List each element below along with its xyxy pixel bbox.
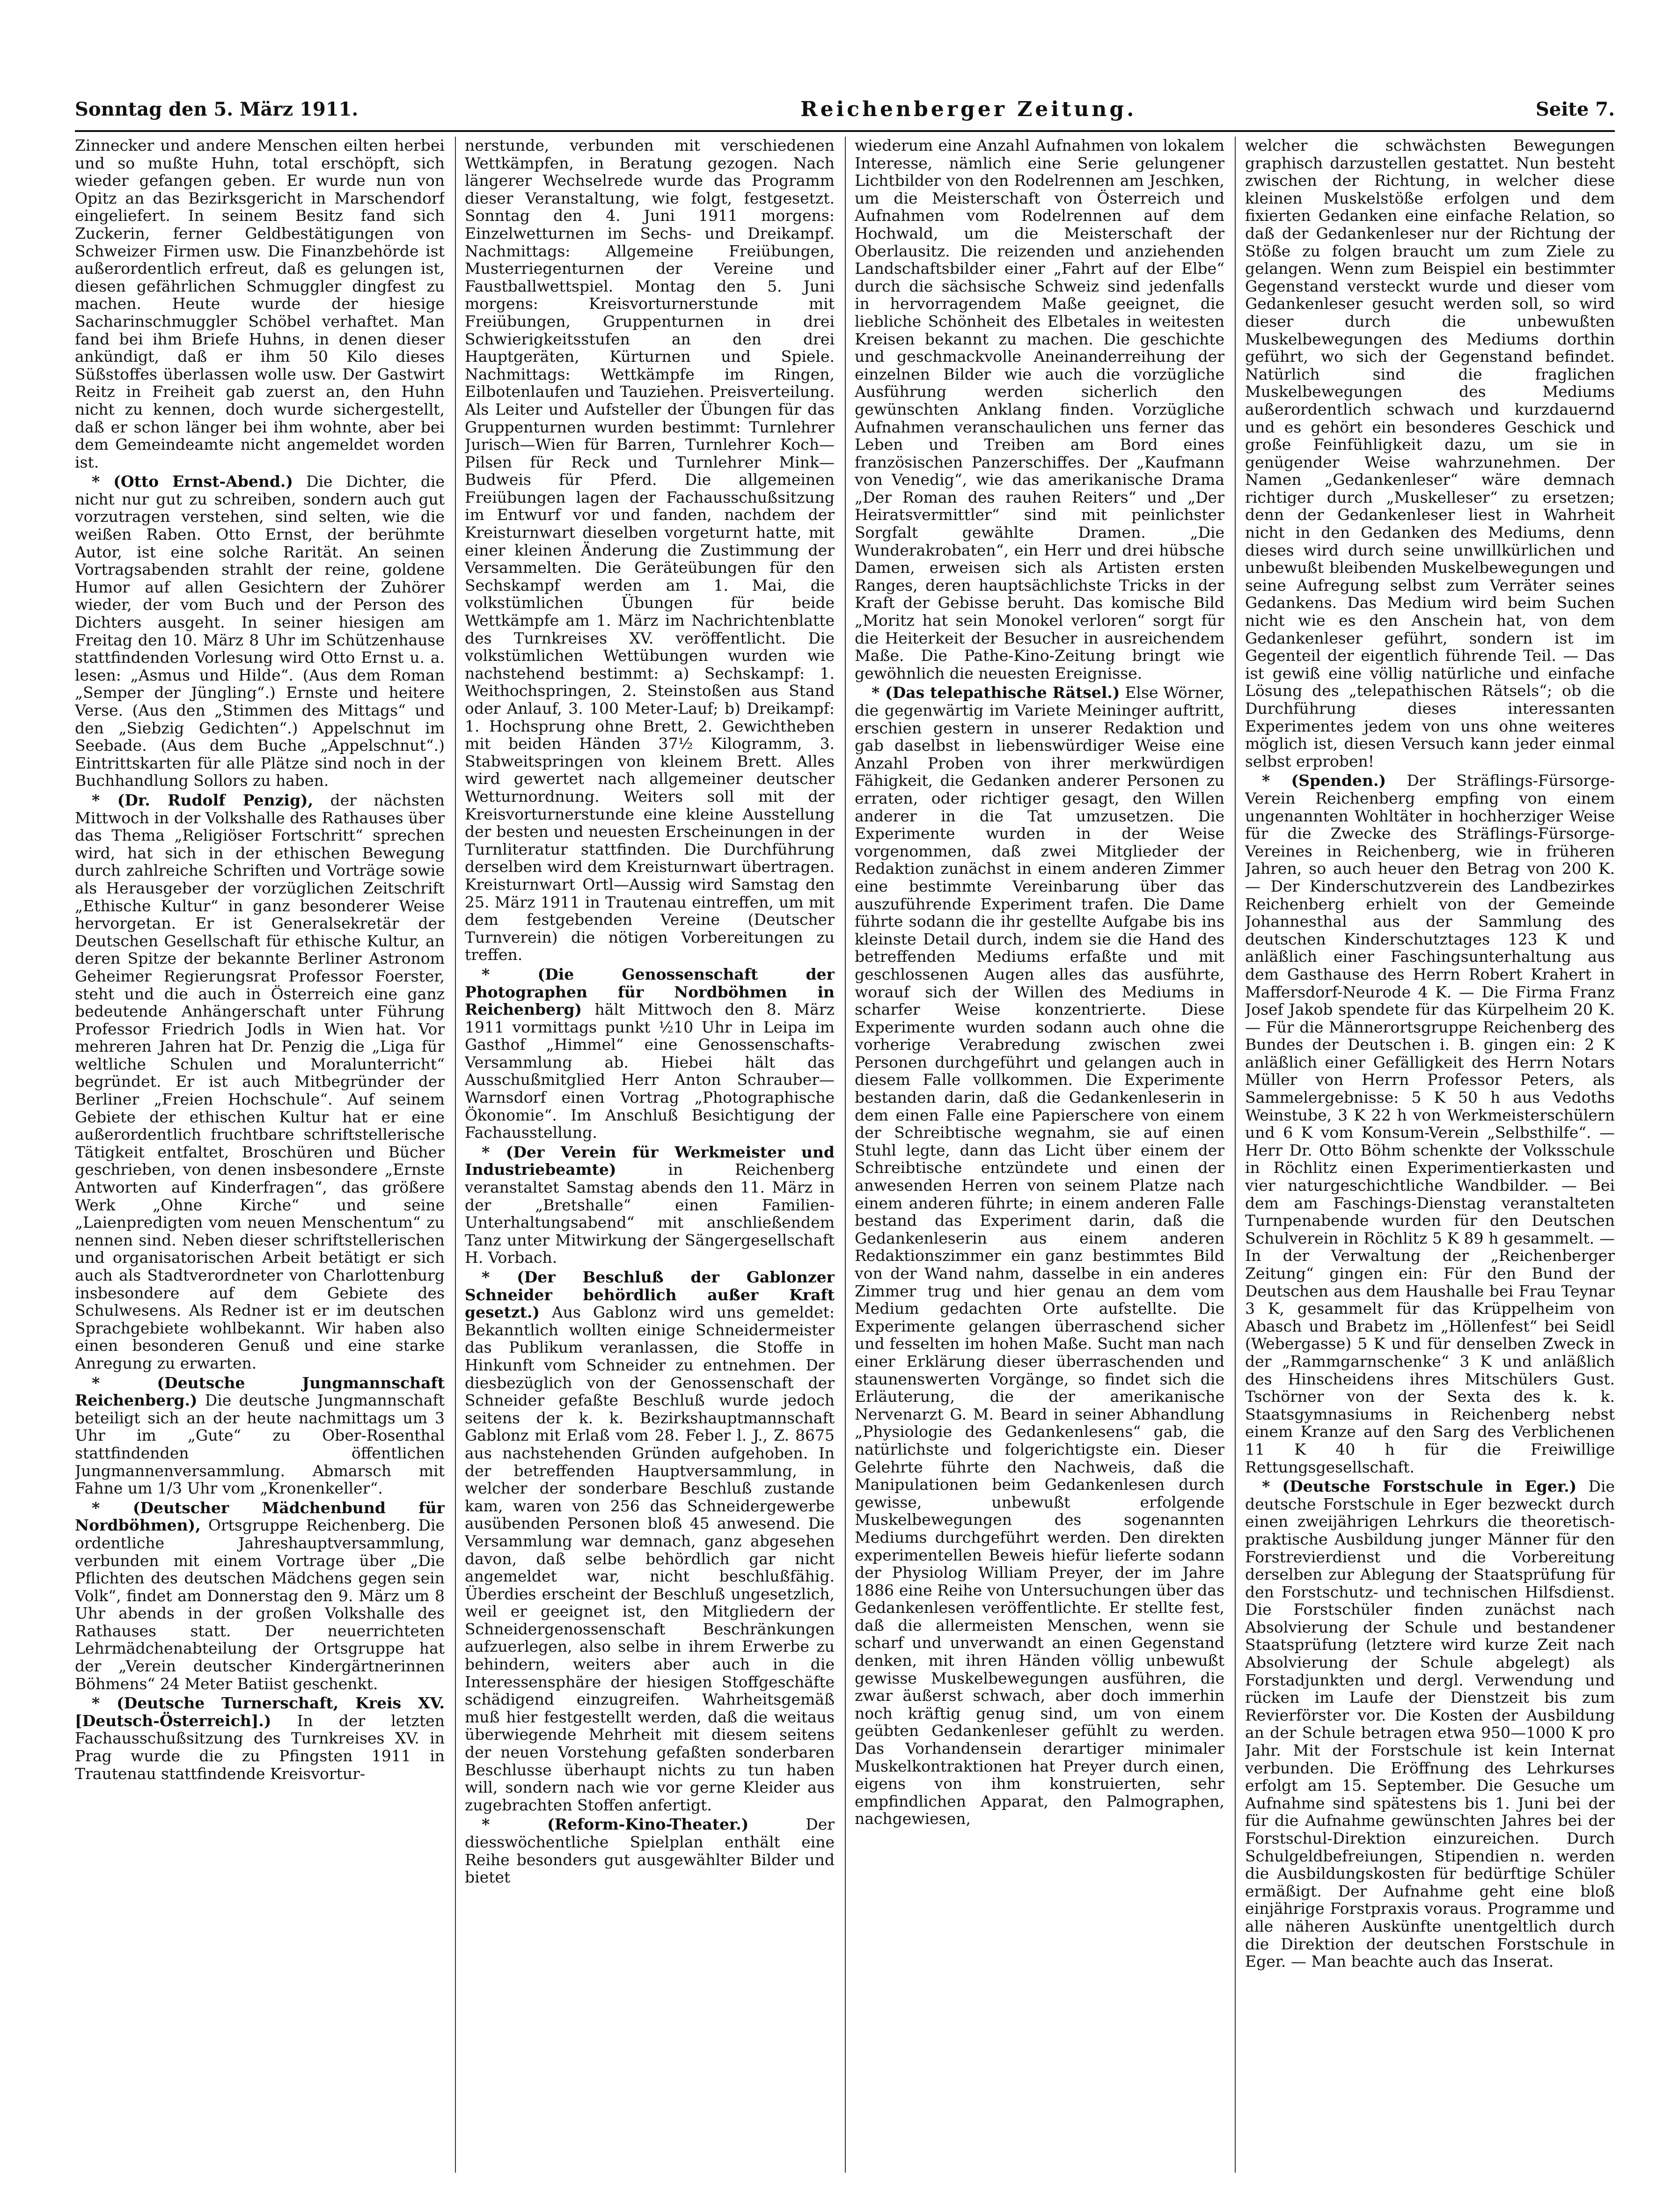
- issue-date: Sonntag den 5. März 1911.: [75, 98, 359, 120]
- article-heading: * (Der Beschluß der Gablonzer Schneider behördlich außer Kraft gesetzt.): [465, 1268, 835, 1322]
- column-1: [75, 137, 445, 2177]
- article-item: [465, 966, 835, 1142]
- column-2: [465, 137, 835, 2177]
- article-text: nerstunde, verbunden mit verschiedenen Wettkämpfen, in Beratung gezogen. Nach längerer Wechselrede wurde das Programm dieser Veranstaltung, wie folgt, festgesetzt. Sonntag den 4. Juni 1911 morgens: Einzelwetturnen im Sechs- und Dreikampf. Nachmittags: Allgemeine Freiübungen, Musterriegenturnen der Vereine und Faustballwettspiel. Montag den 5. Juni morgens: Kreisvorturnerstunde mit Freiübungen, Gruppenturnen in drei Schwierigkeitsstufen an den drei Hauptgeräten, Kürturnen und Spiele. Nachmittags: Wettkämpfe im Ringen, Eilbotenlaufen und Tauziehen. Preisverteilung. Als Leiter und Aufsteller der Übungen für das Gruppenturnen wurden bestimmt: Turnlehrer Jurisch—Wien für Barren, Turnlehrer Koch—Pilsen für Reck und Turnlehrer Mink—Budweis für Pferd. Die allgemeinen Freiübungen lagen der Fachausschußsitzung im Entwurf vor und fanden, nachdem der Kreisturnwart dieselben vorgeturnt hatte, mit einer kleinen Änderung die Zustimmung der Versammelten. Die Geräteübungen für den Sechskampf werden am 1. Mai, die volkstümlichen Übungen für beide Wettkämpfe am 1. März im Nachrichtenblatte des Turnkreises XV. veröffentlicht. Die volkstümlichen Wettübungen wurden wie nachstehend bestimmt: a) Sechskampf: 1. Weithochspringen, 2. Steinstoßen aus Stand oder Anlauf, 3. 100 Meter-Lauf; b) Dreikampf: 1. Hochsprung ohne Brett, 2. Gewichtheben mit beiden Händen 37½ Kilogramm, 3. Stabweitspringen von kleinem Brett. Alles wird gewertet nach allgemeiner deutscher Wetturnordnung. Weiters soll mit der Kreisvorturnerstunde eine kleine Ausstellung der besten und neuesten Erscheinungen in der Turnliteratur stattfinden. Die Durchführung derselben wird dem Kreisturnwart übertragen. Kreisturnwart Ortl—Aussig wird Samstag den 25. März 1911 in Trautenau eintreffen, um mit dem festgebenden Vereine (Deutscher Turnverein) die nötigen Vorbereitungen zu treffen.: [465, 137, 835, 964]
- column-4: [1245, 137, 1615, 2177]
- article-text: Ortsgruppe Reichenberg. Die ordentliche Jahreshauptversammlung, verbunden mit einem Vortrage über „Die Pflichten des deutschen Mädchens gegen sein Volk“, findet am Donnerstag den 9. März um 8 Uhr abends in der großen Volkshalle des Rathauses statt. Der neuerrichteten Lehrmädchenabteilung der Ortsgruppe hat der „Verein deutscher Kindergärtnerinnen Böhmens“ 24 Meter Batiist geschenkt.: [75, 1516, 445, 1693]
- article-text: Die Dichter, die nicht nur gut zu schreiben, sondern auch gut vorzutragen verstehen, sind selten, wie die weißen Raben. Otto Ernst, der berühmte Autor, ist eine solche Rarität. An seinen Vortragsabenden strahlt der reine, goldene Humor auf allen Gesichtern der Zuhörer wieder, der vom Buch und der Person des Dichters ausgeht. In seiner hiesigen am Freitag den 10. März 8 Uhr im Schützenhause stattfindenden Vorlesung wird Otto Ernst u. a. lesen: „Asmus und Hilde“. (Aus dem Roman „Semper der Jüngling“.) Ernste und heitere Verse. (Aus den „Stimmen des Mittags“ und den „Siebzig Gedichten“.) Appelschnut im Seebade. (Aus dem Buche „Appelschnut“.) Eintrittskarten für alle Plätze sind noch in der Buchhandlung Sollors zu haben.: [75, 472, 445, 790]
- header-rule: [75, 130, 1615, 132]
- article-text: Der diesswöchentliche Spielplan enthält eine Reihe besonders gut ausgewählter Bilder und bietet: [465, 1815, 835, 1887]
- newspaper-page: [75, 94, 1615, 2176]
- article-text: in Reichenberg veranstaltet Samstag abends den 11. März in der „Bretshalle“ einen Familien-Unterhaltungsabend“ mit anschließendem Tanz unter Mitwirkung der Sängergesellschaft H. Vorbach.: [465, 1160, 835, 1267]
- article-item: [75, 1499, 445, 1693]
- article-heading: * (Der Verein für Werkmeister und Industriebeamte): [465, 1143, 835, 1179]
- article-text: hält Mittwoch den 8. März 1911 vormittags punkt ½10 Uhr in Leipa im Gasthof „Himmel“ eine Genossenschafts-Versammlung ab. Hiebei hält das Ausschußmitglied Herr Anton Schrauber—Warnsdorf einen Vortrag „Photographische Ökonomie“. Im Anschluß Besichtigung der Fachausstellung.: [465, 1000, 835, 1142]
- article-text: wiederum eine Anzahl Aufnahmen von lokalem Interesse, nämlich eine Serie gelungener Lichtbilder von den Rodelrennen am Jeschken, um die Meisterschaft von Österreich und Aufnahmen vom Rodelrennen auf dem Hochwald, um die Meisterschaft der Oberlausitz. Die reizenden und anziehenden Landschaftsbilder einer „Fahrt auf der Elbe“ durch die sächsische Schweiz sind jedenfalls in hervorragendem Maße geeignet, die liebliche Schönheit des Elbetales in weitesten Kreisen bekannt zu machen. Die geschichte und geschmackvolle Aneinanderreihung der einzelnen Bilder wie auch die vorzügliche Ausführung werden sicherlich den gewünschten Anklang finden. Vorzügliche Aufnahmen veranschaulichen uns ferner das Leben und Treiben am Bord eines französischen Panzerschiffes. Der „Kaufmann von Venedig“, wie das amerikanische Drama „Der Roman des rauhen Reiters“ und „Der Heiratsvermittler“ sind mit peinlichster Sorgfalt gewählte Dramen. „Die Wunderakrobaten“, ein Herr und drei hübsche Damen, erweisen sich als Artisten ersten Ranges, deren hauptsächlichste Tricks in der Kraft der Gebisse beruht. Das komische Bild „Moritz hat sein Monokel verloren“ sorgt für die Heiterkeit der Besucher in ausreichendem Maße. Die Pathe-Kino-Zeitung bringt wie gewöhnlich die neuesten Ereignisse.: [855, 137, 1224, 682]
- article-text: Aus Gablonz wird uns gemeldet: Bekanntlich wollten einige Schneidermeister das Publikum veranlassen, die Stoffe in Hinkunft vom Schneider zu entnehmen. Der diesbezüglich von der Genossenschaft der Schneider gefaßte Beschluß wurde jedoch seitens der k. k. Bezirkshauptmannschaft Gablonz mit Erlaß vom 28. Feber l. J., Z. 8675 aus nachstehenden Gründen aufgehoben. In der betreffenden Hauptversammlung, in welcher der sonderbare Beschluß zustande kam, waren von 256 das Schneidergewerbe ausübenden Personen bloß 45 anwesend. Die Versammlung war demnach, ganz abgesehen davon, daß selbe behördlich gar nicht angemeldet war, nicht beschlußfähig. Überdies erscheint der Beschluß ungesetzlich, weil er geeignet ist, den Mitgliedern der Schneidergenossenschaft Beschränkungen aufzuerlegen, also selbe in ihrem Erwerbe zu behindern, weiters aber auch in die Interessensphäre der hiesigen Stoffgeschäfte schädigend einzugreifen. Wahrheitsgemäß muß hier festgestellt werden, daß die weitaus überwiegende Mehrheit mit diesem seitens der neuen Vorstehung gefaßten sonderbaren Beschlusse überhaupt nichts zu tun haben will, sondern nach wie vor gerne Kleider aus zugebrachten Stoffen anfertigt.: [465, 1303, 835, 1814]
- article-item: [75, 1694, 445, 1782]
- article-text: In der letzten Fachausschußsitzung des Turnkreises XV. in Prag wurde die zu Pfingsten 1911 in Trautenau stattfindende Kreisvortur-: [75, 1711, 445, 1783]
- article-text: Der Sträflings-Fürsorge-Verein Reichenberg empfing von einem ungenannten Wohltäter in hochherziger Weise für die Zwecke des Sträflings-Fürsorge-Vereines in Reichenberg, wie in früheren Jahren, so auch heuer den Betrag von 200 K. — Der Kinderschutzverein des Landbezirkes Reichenberg erhielt von der Gemeinde Johannesthal aus der Sammlung des deutschen Kinderschutztages 123 K und anläßlich einer Faschingsunterhaltung aus dem Gasthause des Herrn Robert Krahert in Maffersdorf-Neurode 4 K. — Die Firma Franz Josef Jakob spendete für das Kürpelheim 20 K. — Für die Männerortsgruppe Reichenberg des Bundes der Deutschen i. B. gingen ein: 2 K anläßlich einer Gefälligkeit des Herrn Notars Müller von Herrn Professor Peters, als Sammelergebnisse: 5 K 50 h aus Vedoths Weinstube, 3 K 22 h von Werkmeisterschülern und 6 K vom Konsum-Verein „Selbsthilfe“. — Herr Dr. Otto Böhm schenkte der Volksschule in Röchlitz einen Experimentierkasten und vier naturgeschichtliche Wandbilder. — Bei dem am Faschings-Dienstag veranstalteten Turnpenabende wurden für den Deutschen Schulverein in Röchlitz 5 K 89 h gesammelt. — In der Verwaltung der „Reichenberger Zeitung“ gingen ein: Für den Bund der Deutschen aus dem Haushalle bei Frau Teynar 3 K, gesammelt für das Krüppelheim von Abasch und Brabetz im „Höllenfest“ bei Seidl (Webergasse) 5 K und für denselben Zweck in der „Rammgarnschenke“ 3 K und anläßlich des Hinscheidens ihres Mitschülers Gust. Tschörner von der Sexta des k. k. Staatsgymnasiums in Reichenberg nebst einem Kranze auf den Sarg des Verblichenen 11 K 40 h für die Freiwillige Rettungsgesellschaft.: [1245, 771, 1615, 1476]
- newspaper-title: Reichenberger Zeitung.: [800, 97, 1137, 121]
- article-heading: * (Spenden.): [1262, 771, 1386, 790]
- page-header: [75, 94, 1615, 131]
- article-heading: * (Das telepathische Rätsel.): [872, 683, 1120, 702]
- article-text: Zinnecker und andere Menschen eilten herbei und so mußte Huhn, total erschöpft, sich wieder gefangen geben. Er wurde nun von Opitz an das Bezirksgericht in Marschendorf eingeliefert. In seinem Besitz fand sich Zuckerin, ferner Geldbestätigungen von Schweizer Firmen usw. Die Finanzbehörde ist außerordentlich erfreut, daß es gelungen ist, diesen gefährlichen Schmuggler dingfest zu machen. Heute wurde der hiesige Sacharinschmuggler Schöbel verhaftet. Man fand bei ihm Briefe Huhns, in denen dieser ankündigt, daß er ihm 50 Kilo dieses Süßstoffes überlassen wolle usw. Der Gastwirt Reitz in Freiheit gab zuerst an, den Huhn nicht zu kennen, doch wurde sichergestellt, daß er schon länger bei ihm wohnte, aber bei dem Gemeindeamte nicht angemeldet worden ist.: [75, 137, 445, 471]
- article-item: [465, 1816, 835, 1886]
- article-text: Die deutsche Forstschule in Eger bezweckt durch einen zweijährigen Lehrkurs die theoretisch-praktische Ausbildung junger Männer für den Forstrevierdienst und die Vorbereitung derselben zur Ablegung der Staatsprüfung für den Forstschutz- und technischen Hilfsdienst. Die Forstschüler finden zunächst nach Absolvierung der Schule und bestandener Staatsprüfung (letztere wird kurze Zeit nach Absolvierung der Schule abgelegt) als Forstadjunkten und dergl. Verwendung und rücken im Laufe der Dienstzeit bis zum Revierförster vor. Die Kosten der Ausbildung an der Schule betragen etwa 950—1000 K pro Jahr. Mit der Forstschule ist kein Internat verbunden. Die Eröffnung des Lehrkurses erfolgt am 15. September. Die Gesuche um Aufnahme sind spätestens bis 1. Juni bei der für die Aufnahme gewünschten Jahres bei der Forstschul-Direktion einzureichen. Durch Schulgeldbefreiungen, Stipendien n. werden die Ausbildungskosten für bedürftige Schüler ermäßigt. Der Aufnahme geht eine bloß einjährige Forstpraxis voraus. Programme und alle näheren Auskünfte unentgeltlich durch die Direktion der deutschen Forstschule in Eger. — Man beachte auch das Inserat.: [1245, 1477, 1615, 1971]
- article-item: [75, 791, 445, 1372]
- article-item: [465, 1268, 835, 1814]
- article-item: [1245, 1478, 1615, 1970]
- article-heading: * (Reform-Kino-Theater.): [482, 1815, 749, 1834]
- article-text: der nächsten Mittwoch in der Volkshalle des Rathauses über das Thema „Religiöser Fortschritt“ sprechen wird, hat sich in der ethischen Bewegung durch zahlreiche Schriften und Vorträge sowie als Herausgeber der vorzüglichen Zeitschrift „Ethische Kultur“ in ganz besonderer Weise hervorgetan. Er ist Generalsekretär der Deutschen Gesellschaft für ethische Kultur, an deren Spitze der bekannte Berliner Astronom Geheimer Regierungsrat Professor Foerster, steht und die auch in Österreich eine ganz bedeutende Anhängerschaft unter Führung Professor Friedrich Jodls in Wien hat. Vor mehreren Jahren hat Dr. Penzig die „Liga für weltliche Schulen und Moralunterricht“ begründet. Er ist auch Mitbegründer der Berliner „Freien Hochschule“. Auf seinem Gebiete der ethischen Kultur hat er eine außerordentlich fruchtbare schriftstellerische Tätigkeit entfaltet, Broschüren und Bücher geschrieben, von denen insbesondere „Ernste Antworten auf Kinderfragen“, das größere Werk „Ohne Kirche“ und seine „Laienpredigten vom neuen Menschentum“ zu nennen sind. Neben dieser schriftstellerischen und organisatorischen Arbeit betätigt er sich auch als Stadtverordneter von Charlottenburg insbesondere auf dem Gebiete des Schulwesens. Als Redner ist er im deutschen Sprachgebiete wohlbekannt. Wir haben also einen besonderen Genuß und eine starke Anregung zu erwarten.: [75, 791, 445, 1372]
- page-number: Seite 7.: [1535, 98, 1615, 120]
- article-text: Die deutsche Jungmannschaft beteiligt sich an der heute nachmittags um 3 Uhr im „Gute“ zu Ober-Rosenthal stattfindenden öffentlichen Jungmannenversammlung. Abmarsch mit Fahne um 1/3 Uhr vom „Kronenkeller“.: [75, 1391, 445, 1498]
- article-heading: * (Die Genossenschaft der Photographen für Nordböhmen in Reichenberg): [465, 965, 835, 1019]
- article-heading: * (Dr. Rudolf Penzig),: [92, 791, 314, 809]
- article-item: [465, 1143, 835, 1267]
- article-text: welcher die schwächsten Bewegungen graphisch darzustellen gestattet. Nun besteht zwischen der Richtung, in welcher diese kleinen Muskelstöße erfolgen und dem fixierten Gedanken eine einfache Relation, so daß der Gedankenleser nur der Richtung der Stöße zu folgen braucht um zum Ziele zu gelangen. Wenn zum Beispiel ein bestimmter Gegenstand versteckt wurde und dieser vom Gedankenleser gesucht werden soll, so wird dieser durch die unbewußten Muskelbewegungen des Mediums dorthin geführt, wo sich der Gegenstand befindet. Natürlich sind die fraglichen Muskelbewegungen des Mediums außerordentlich schwach und kurzdauernd und es gehört ein besonderes Geschick und große Feinfühligkeit dazu, um sie in genügender Weise wahrzunehmen. Der Namen „Gedankenleser“ wäre demnach richtiger durch „Muskelleser“ zu ersetzen; denn der Gedankenleser liest in Wahrheit nicht in den Gedanken des Mediums, denn dieses wird durch seine unwillkürlichen und unbewußt bleibenden Muskelbewegungen und seine Aufregung selbst zum Verräter seines Gedankens. Das Medium wird beim Suchen nicht wie es den Anschein hat, von dem Gedankenleser geführt, sondern ist im Gegenteil der eigentlich führende Teil. — Das ist gewiß eine völlig natürliche und einfache Lösung des „telepathischen Rätsels“; ob die Durchführung dieses interessanten Experimentes jedem von uns ohne weiteres möglich ist, diesen Versuch kann jeder einmal selbst erproben!: [1245, 137, 1615, 770]
- article-heading: * (Deutsche Turnerschaft, Kreis XV. [Deutsch-Österreich].): [75, 1694, 445, 1730]
- column-divider: [845, 137, 846, 2173]
- article-item: [1245, 772, 1615, 1476]
- column-divider: [1235, 137, 1236, 2173]
- article-text: Else Wörner, die gegenwärtig im Variete Meininger auftritt, erschien gestern in unserer Redaktion und gab daselbst in liebenswürdiger Weise eine Anzahl Proben von ihrer merkwürdigen Fähigkeit, die Gedanken anderer Personen zu erraten, oder richtiger gesagt, den Willen anderer in die Tat umzusetzen. Die Experimente wurden in der Weise vorgenommen, daß zwei Mitglieder der Redaktion zunächst in einem anderen Zimmer eine bestimmte Vereinbarung über das auszuführende Experiment trafen. Die Dame führte sodann die ihr gestellte Aufgabe bis ins kleinste Detail durch, indem sie die Hand des betreffenden Mediums erfaßte und mit geschlossenen Augen alles das ausführte, worauf sich der Willen des Mediums in scharfer Weise konzentrierte. Diese Experimente wurden sodann auch ohne die vorherige Verabredung zwischen zwei Personen durchgeführt und gelangen auch in diesem Falle vollkommen. Die Experimente bestanden darin, daß die Gedankenleserin in dem einen Falle eine Papierschere von einem der Schreibtische wegnahm, sie auf einen Stuhl legte, dann das Licht über einem der Schreibtische entzündete und einen der anwesenden Herren von seinem Platze nach einem anderen führte; in einem anderen Falle bestand das Experiment darin, daß die Gedankenleserin aus einem anderen Redaktionszimmer ein ganz bestimmtes Bild von der Wand nahm, dasselbe in ein anderes Zimmer trug und hier genau an dem vom Medium gedachten Orte aufstellte. Die Experimente gelangen überraschend sicher und fesselten im hohen Maße. Sucht man nach einer Erklärung dieser überraschenden und staunenswerten Vorgänge, so findet sich die Erläuterung, die der amerikanische Nervenarzt G. M. Beard in seiner Abhandlung „Physiologie des Gedankenlesens“ gab, die natürlichste und folgerichtigste ein. Dieser Gelehrte führte den Nachweis, daß die Manipulationen beim Gedankenlesen durch gewisse, unbewußt erfolgende Muskelbewegungen des sogenannten Mediums durchgeführt werden. Den direkten experimentellen Beweis hiefür lieferte sodann der Physiolog William Preyer, der im Jahre 1886 eine Reihe von Untersuchungen über das Gedankenlesen veröffentlichte. Er stellte fest, daß die allermeisten Menschen, wenn sie scharf und unverwandt an einen Gegenstand denken, mit ihren Händen völlig unbewußt gewisse Muskelbewegungen ausführen, die zwar äußerst schwach, aber doch immerhin noch kräftig genug sind, um von einem geübten Gedankenleser gefühlt zu werden. Das Vorhandensein derartiger minimaler Muskelkontraktionen hat Preyer durch einen, eigens von ihm konstruierten, sehr empfindlichen Apparat, den Palmographen, nachgewiesen,: [855, 683, 1224, 1828]
- article-heading: * (Deutsche Jungmannschaft Reichenberg.): [75, 1373, 445, 1410]
- column-divider: [455, 137, 456, 2173]
- article-heading: * (Otto Ernst-Abend.): [92, 472, 293, 491]
- article-item: [75, 473, 445, 790]
- article-item: [75, 1374, 445, 1497]
- article-item: [855, 684, 1224, 1828]
- article-heading: * (Deutsche Forstschule in Eger.): [1262, 1477, 1577, 1496]
- column-3: [855, 137, 1224, 2177]
- article-heading: * (Deutscher Mädchenbund für Nordböhmen),: [75, 1498, 445, 1535]
